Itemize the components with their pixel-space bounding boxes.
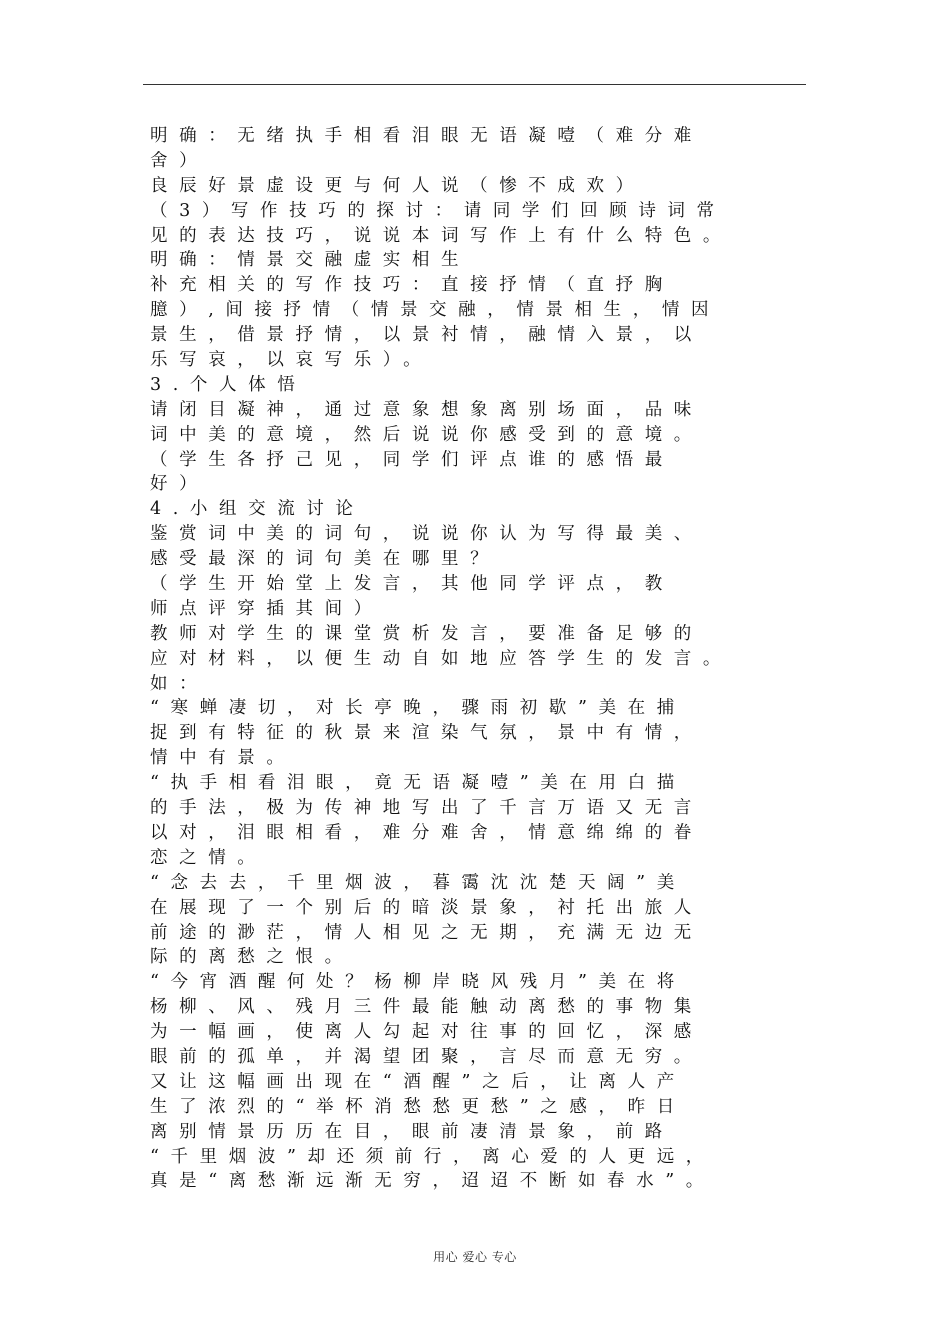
text-line: 前途的渺茫，情人相见之无期，充满无边无	[150, 922, 703, 943]
text-line: 舍）	[150, 150, 209, 171]
text-line: 为一幅画，使离人勾起对往事的回忆，深感	[150, 1022, 703, 1043]
text-line: 捉到有特征的秋景来渲染气氛，景中有情，	[150, 723, 703, 744]
text-line: 际的离愁之恨。	[150, 947, 354, 968]
text-line: 以对，泪眼相看，难分难舍，情意绵绵的眷	[150, 822, 703, 843]
text-line: 好）	[150, 474, 209, 495]
text-line: “千里烟波”却还须前行，离心爱的人更远，	[150, 1146, 715, 1167]
text-line: “寒蝉凄切，对长亭晚，骤雨初歇”美在捕	[150, 698, 686, 719]
text-line: 生了浓烈的“举杯消愁愁更愁”之感，昨日	[150, 1096, 686, 1117]
text-line: 在展现了一个别后的暗淡景象，衬托出旅人	[150, 897, 703, 918]
text-line: 杨柳、风、残月三件最能触动离愁的事物集	[150, 997, 703, 1018]
text-line: 鉴赏词中美的词句，说说你认为写得最美、	[150, 524, 703, 545]
text-line: 应对材料，以便生动自如地应答学生的发言。	[150, 648, 732, 669]
text-line: 感受最深的词句美在哪里？	[150, 549, 500, 570]
header-rule	[143, 84, 806, 85]
text-line: 真是“离愁渐远渐无穷，迢迢不断如春水”。	[150, 1171, 715, 1192]
text-line: 的手法，极为传神地写出了千言万语又无言	[150, 798, 703, 819]
text-line: 明确：无绪执手相看泪眼无语凝噎（难分难	[150, 126, 703, 146]
page-footer: 用心 爱心 专心	[433, 1250, 517, 1264]
text-line: 恋之情。	[150, 847, 267, 868]
text-line: 离别情景历历在目，眼前凄清景象，前路	[150, 1121, 674, 1142]
text-line: 请闭目凝神，通过意象想象离别场面，品味	[150, 399, 703, 420]
text-line: 眼前的孤单，并渴望团聚，言尽而意无穷。	[150, 1046, 703, 1067]
text-line: 又让这幅画出现在“酒醒”之后，让离人产	[150, 1071, 686, 1092]
text-line: 3.个人体悟	[150, 374, 307, 395]
document-body	[150, 124, 810, 1194]
text-line: （学生开始堂上发言，其他同学评点，教	[150, 574, 674, 595]
text-line: 如：	[150, 673, 209, 694]
text-line: （学生各抒己见，同学们评点谁的感悟最	[150, 449, 674, 470]
text-line: 4.小组交流讨论	[150, 499, 365, 520]
text-line: 补充相关的写作技巧：直接抒情（直抒胸	[150, 275, 674, 296]
text-line: 景生，借景抒情，以景衬情，融情入景，以	[150, 325, 703, 346]
text-line: “念去去，千里烟波，暮霭沈沈楚天阔”美	[150, 872, 686, 893]
text-line: 良辰好景虚设更与何人说（惨不成欢）	[150, 175, 645, 196]
text-line: “今宵酒醒何处？杨柳岸晓风残月”美在将	[150, 972, 686, 993]
text-line: 乐写哀，以哀写乐）。	[150, 350, 433, 371]
text-line: 师点评穿插其间）	[150, 598, 383, 619]
text-line: 明确：情景交融虚实相生	[150, 250, 471, 271]
text-line: 臆）,间接抒情（情景交融，情景相生，情因	[150, 300, 721, 321]
text-line: 见的表达技巧，说说本词写作上有什么特色。	[150, 225, 732, 246]
text-line: 情中有景。	[150, 748, 296, 769]
text-line: “执手相看泪眼，竟无语凝噎”美在用白描	[150, 773, 686, 794]
text-line: （3）写作技巧的探讨：请同学们回顾诗词常	[150, 200, 726, 221]
text-line: 词中美的意境，然后说说你感受到的意境。	[150, 424, 703, 445]
text-line: 教师对学生的课堂赏析发言，要准备足够的	[150, 623, 703, 644]
